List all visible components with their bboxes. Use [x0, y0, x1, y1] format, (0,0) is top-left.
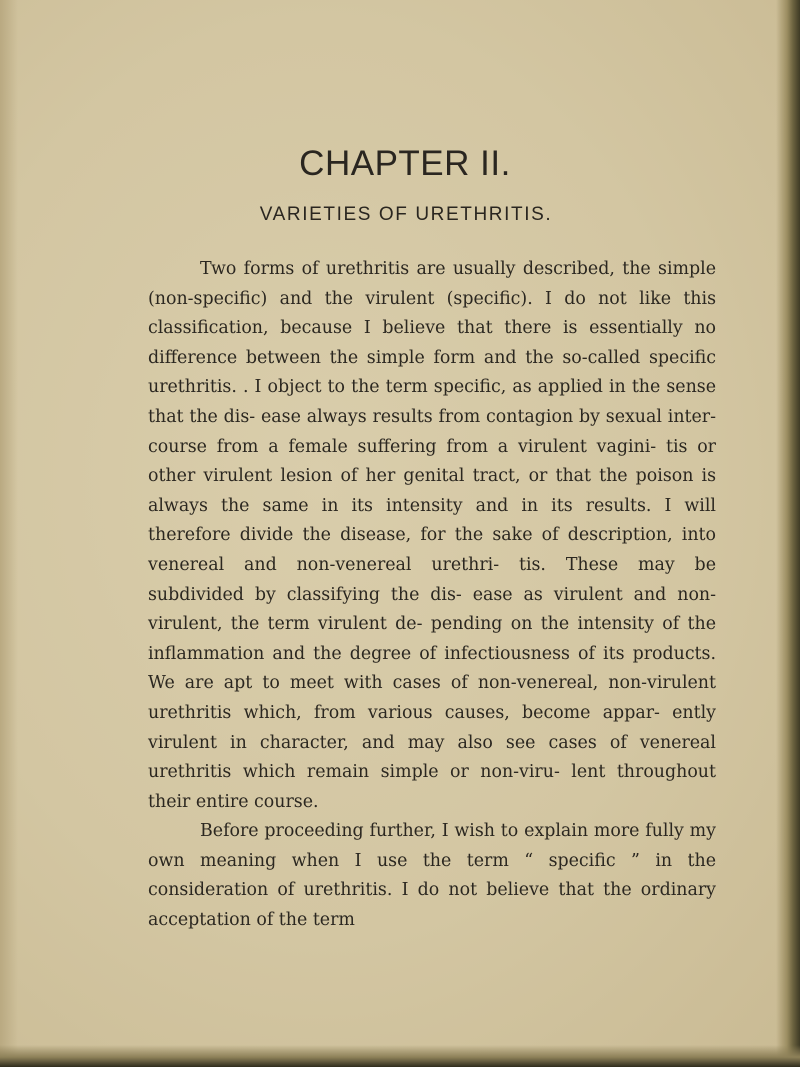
paragraph-1: Two forms of urethritis are usually described, the simple (non-specific) and the virulent (specific). I do not like this classification, because I believe that there is essentially no difference between the simple form and the so-called specific urethritis. . I object to the term specific, as applied in the sense that the dis- ease always results from contagion by sexual inter- course from a female suffering from a virulent vagini- tis or other virulent lesion of her genital tract, or that the poison is always the same in its intensity and in its results. I will therefore divide the disease, for the sake of description, into venereal and non-venereal urethri- tis. These may be subdivided by classifying the dis- ease as virulent and non-virulent, the term virulent de- pending on the intensity of the inflammation and the degree of infectiousness of its products. We are apt to meet with cases of non-venereal, non-virulent urethritis which, from various causes, become appar- ently virulent in character, and may also see cases of venereal urethritis which remain simple or non-viru- lent throughout their entire course.: [148, 259, 716, 812]
page-bottom-edge: [0, 1045, 800, 1067]
paragraph-2: Before proceeding further, I wish to explain more fully my own meaning when I use the term “ specific ” in the consideration of urethritis. I do not believe that the ordinary acceptation of the term: [148, 821, 716, 931]
body-text: [148, 255, 716, 936]
chapter-title: CHAPTER II.: [299, 144, 511, 183]
chapter-subtitle: VARIETIES OF URETHRITIS.: [259, 204, 553, 225]
